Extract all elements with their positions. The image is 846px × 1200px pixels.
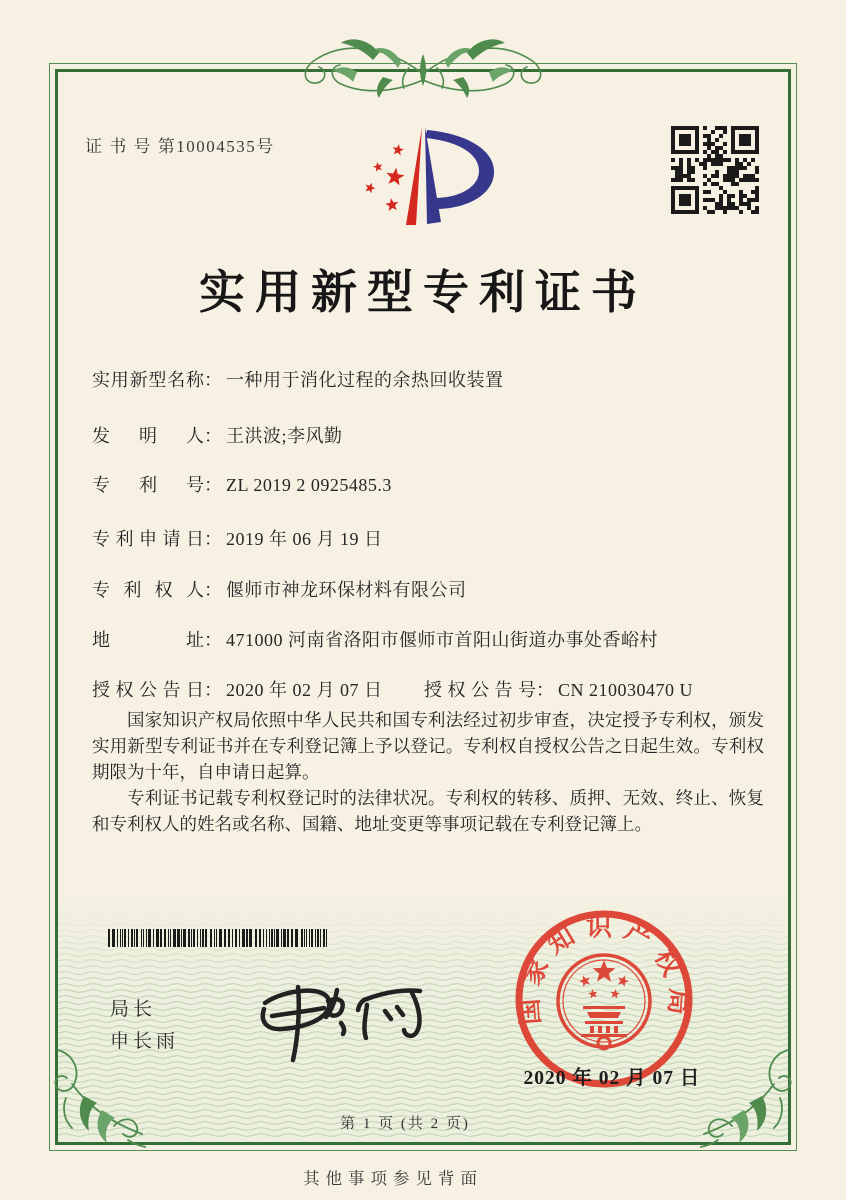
field-colon: ：: [204, 529, 222, 549]
body-paragraph-2: 专利证书记载专利权登记时的法律状况。专利权的转移、质押、无效、终止、恢复和专利权人的姓名或名称、国籍、地址变更等事项记载在专利登记簿上。: [92, 788, 764, 834]
field-row-patentee: [92, 576, 792, 602]
field-colon: ：: [204, 680, 222, 700]
seal-date: 2020 年 02 月 07 日: [523, 1068, 701, 1089]
national-emblem-icon: [558, 955, 650, 1049]
cnipa-logo-icon: [340, 110, 520, 240]
body-paragraph-1: 国家知识产权局依照中华人民共和国专利法经过初步审查，决定授予专利权，颁发实用新型专利证书并在专利登记簿上予以登记。专利权自授权公告之日起生效。专利权期限为十年，自申请日起算。: [92, 710, 764, 782]
field-row-grant-date: [92, 676, 792, 702]
field-value: 王洪波;李风勤: [226, 426, 343, 446]
director-title: 局长: [110, 999, 157, 1020]
field-label: 实用新型名称: [92, 370, 204, 390]
top-ornament: [283, 22, 563, 100]
field-row-address: [92, 626, 792, 652]
director-signature: [240, 953, 460, 1073]
grant-publication: [424, 676, 693, 702]
field-colon: ：: [536, 680, 554, 700]
field-row-name: [92, 366, 792, 392]
field-colon: ：: [204, 580, 222, 600]
field-row-patent-no: [92, 471, 792, 497]
director-name: 申长雨: [110, 1031, 180, 1052]
back-note: 其他事项参见背面: [303, 1169, 483, 1188]
certificate-number: 证 书 号 第10004535号: [85, 137, 275, 156]
field-label: 专利号: [92, 475, 204, 495]
field-row-filing-date: [92, 525, 792, 551]
qr-code: [671, 126, 759, 214]
seal-text: 国家知识产权局: [513, 912, 695, 1026]
page-indicator: 第 1 页 (共 2 页): [340, 1116, 470, 1132]
field-label: 专利权人: [92, 580, 204, 600]
legal-text: [92, 707, 764, 837]
field-value: 2019 年 06 月 19 日: [226, 529, 383, 549]
field-colon: ：: [204, 475, 222, 495]
field-label: 地址: [92, 630, 204, 650]
field-value: 2020 年 02 月 07 日: [226, 680, 383, 700]
field-row-inventor: [92, 422, 792, 448]
field-colon: ：: [204, 630, 222, 650]
field-colon: ：: [204, 426, 222, 446]
corner-flourish-left: [44, 1046, 146, 1156]
grant-publication-value: CN 210030470 U: [558, 680, 694, 700]
barcode: [108, 929, 330, 947]
grant-publication-label: 授权公告号: [424, 680, 536, 700]
field-label: 发明人: [92, 426, 204, 446]
field-label: 授权公告日: [92, 680, 204, 700]
field-value: 偃师市神龙环保材料有限公司: [226, 580, 467, 600]
field-value: 471000 河南省洛阳市偃师市首阳山街道办事处香峪村: [226, 630, 658, 650]
field-value: 一种用于消化过程的余热回收装置: [226, 370, 504, 390]
corner-flourish-right: [700, 1046, 802, 1156]
field-label: 专利申请日: [92, 529, 204, 549]
field-colon: ：: [204, 370, 222, 390]
certificate-title: 实用新型专利证书: [199, 267, 647, 318]
field-value: ZL 2019 2 0925485.3: [226, 475, 392, 495]
